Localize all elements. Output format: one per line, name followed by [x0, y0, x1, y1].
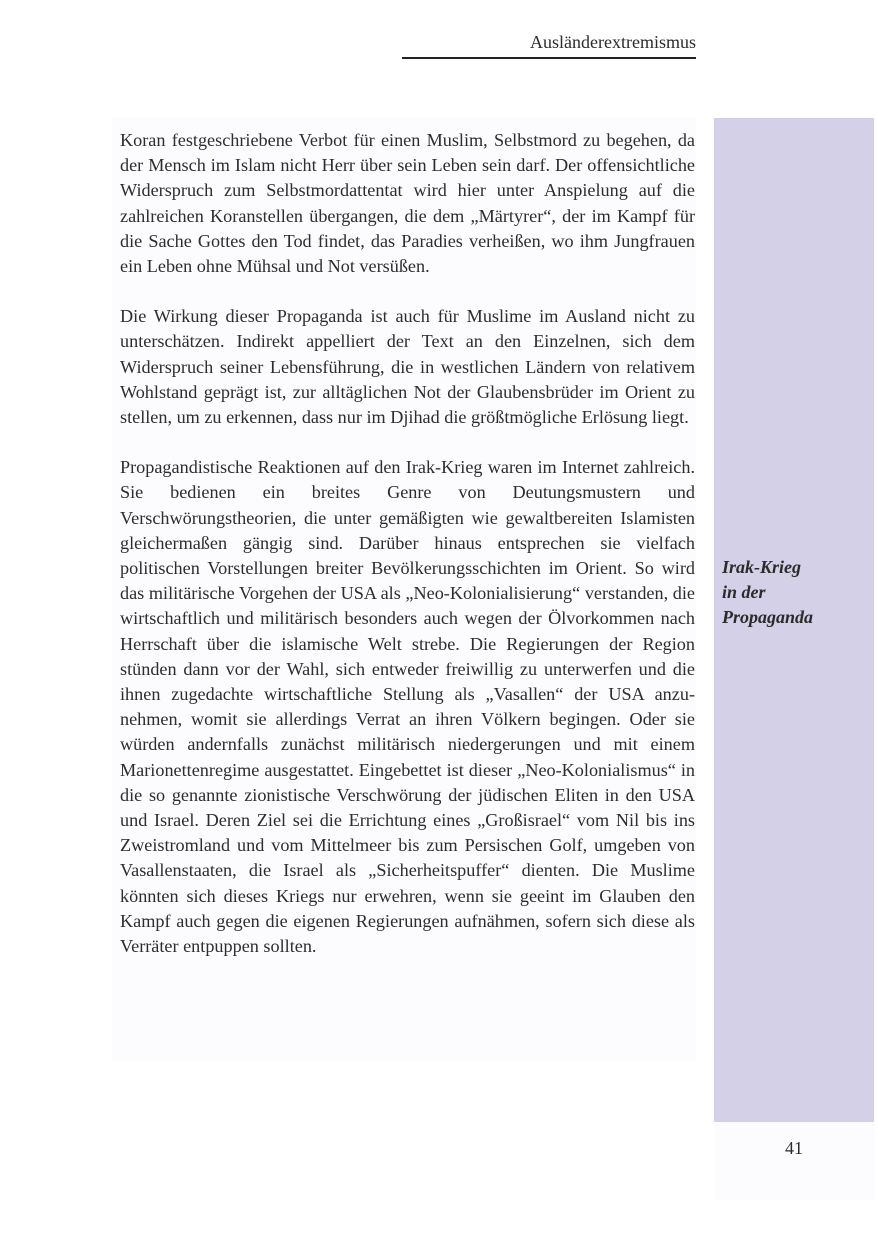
body-text: [120, 128, 695, 984]
page-number: 41: [785, 1138, 803, 1158]
running-header: Ausländerextremismus: [402, 32, 696, 59]
paragraph: Propagandistische Reaktionen auf den Irak-Krieg waren im Internet zahlreich. Sie bedienen ein breites Genre von Deutungsmustern und Verschwörungstheorien, die unter gemäßigten wie gewaltbereiten Islamisten gleichermaßen gängig sind. Darüber hinaus entsprechen sie vielfach politischen Vorstellungen breiter Bevölkerungsschichten im Orient. So wird das militärische Vorgehen der USA als „Neo-Kolonialisierung“ verstanden, die wirtschaftlich und militärisch besonders auch wegen der Ölvorkommen nach Herrschaft über die islamische Welt strebe. Die Regierungen der Region stünden dann vor der Wahl, sich entweder freiwillig zu unterwerfen und die ihnen zugedachte wirtschaftliche Stellung als „Vasallen“ der USA anzunehmen, womit sie allerdings Verrat an ihren Völkern begingen. Oder sie würden andernfalls zunächst militärisch niedergerungen und mit einem Marionettenregime ausgestattet. Eingebettet ist dieser „Neo-Kolonialismus“ in die so genannte zionistische Verschwörung der jüdischen Eliten in den USA und Israel. Deren Ziel sei die Errichtung eines „Großisrael“ vom Nil bis ins Zweistromland und vom Mittelmeer bis zum Persischen Golf, umgeben von Vasallenstaaten, die Israel als „Sicherheitspuffer“ dienten. Die Muslime könnten sich dieses Kriegs nur erwehren, wenn sie geeint im Glauben den Kampf auch gegen die eigenen Regierungen aufnähmen, sofern sich diese als Verräter entpuppen sollten.: [120, 457, 695, 957]
marginal-note-line: Irak-Krieg: [722, 557, 802, 577]
page-number-box: [714, 1122, 874, 1200]
marginal-note: [722, 555, 867, 630]
marginal-note-line: Propaganda: [722, 607, 814, 627]
paragraph: Die Wirkung dieser Propaganda ist auch für Muslime im Ausland nicht zu unterschätzen. Indirekt appelliert der Text an den Einzelnen, sich dem Widerspruch seiner Lebensführung, die in westlichen Ländern von relativem Wohlstand geprägt ist, zur alltäglichen Not der Glaubensbrüder im Orient zu stellen, um zu erkennen, dass nur im Djihad die größtmögliche Erlösung liegt.: [120, 306, 695, 428]
paragraph: Koran festgeschriebene Verbot für einen Muslim, Selbstmord zu begehen, da der Mensch im Islam nicht Herr über sein Leben sein darf. Der offensichtliche Widerspruch zum Selbstmordattentat wird hier unter Anspielung auf die zahlreichen Koranstellen übergangen, die dem „Märtyrer“, der im Kampf für die Sache Gottes den Tod findet, das Paradies verheißen, wo ihm Jungfrauen ein Leben ohne Mühsal und Not versüßen.: [120, 130, 695, 277]
marginal-note-line: in der: [722, 582, 766, 602]
